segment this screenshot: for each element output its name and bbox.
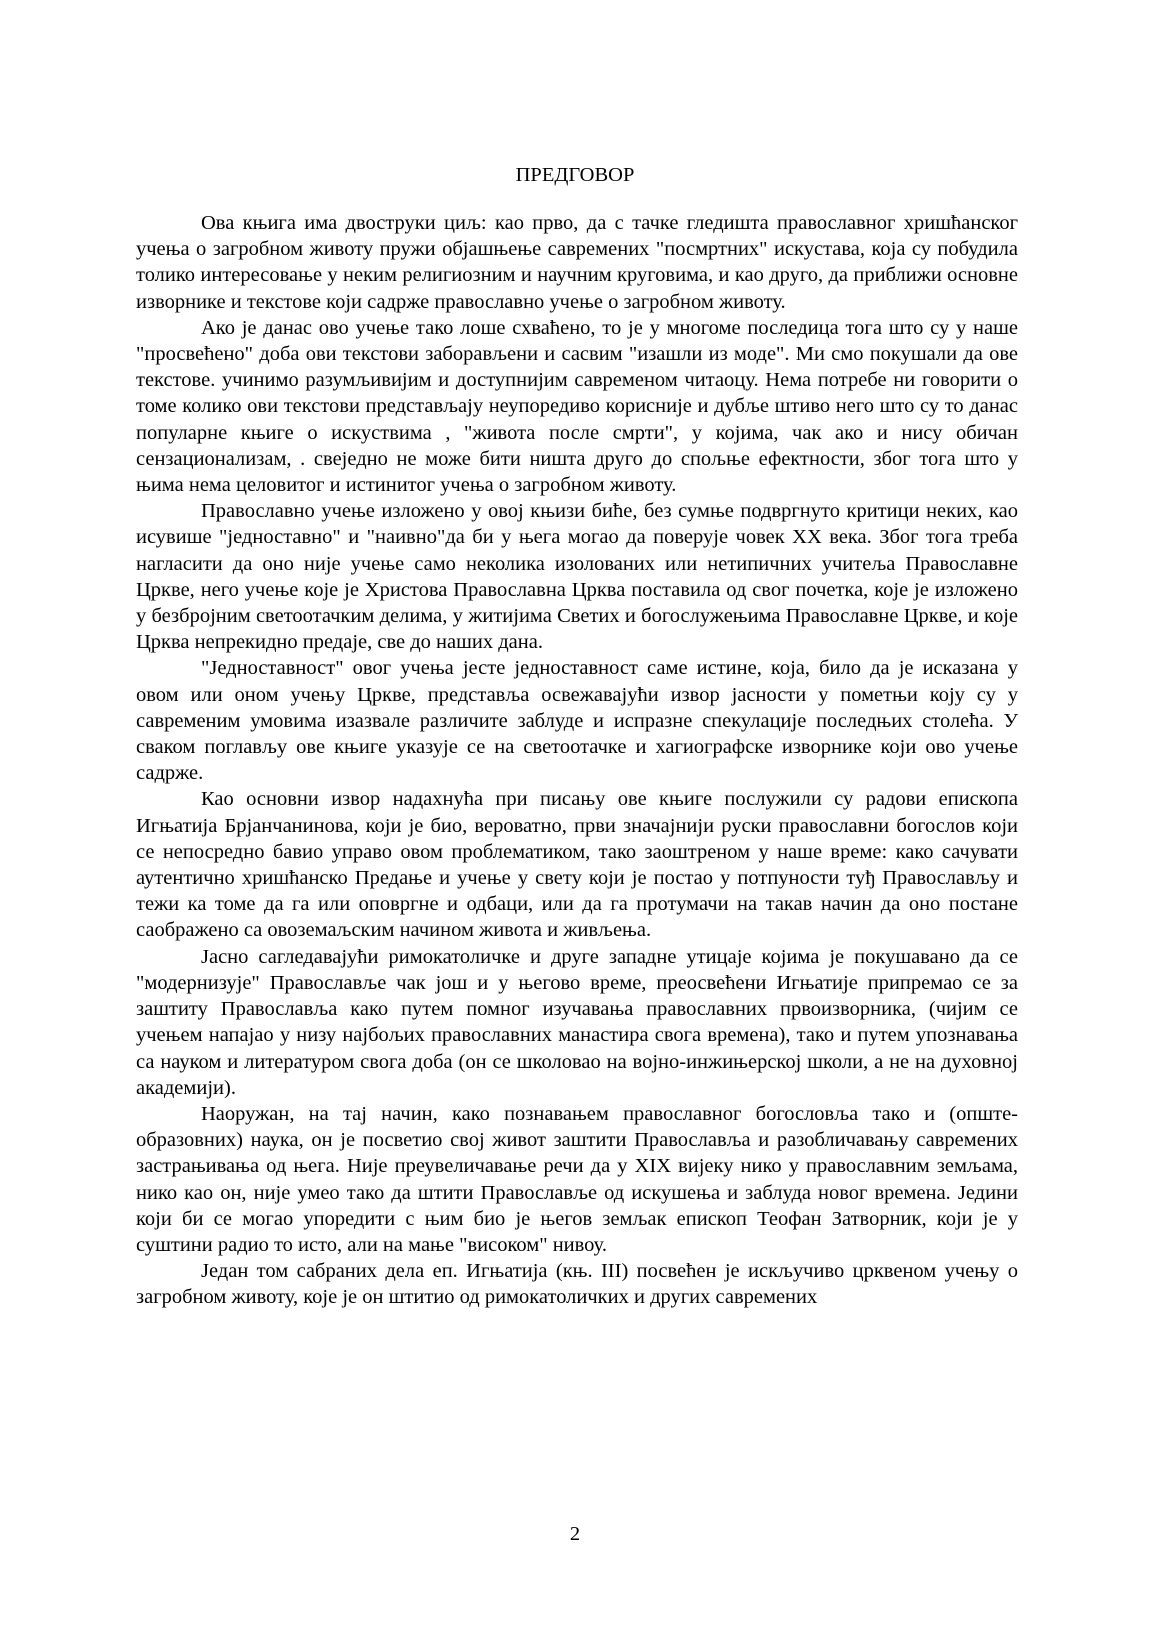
- paragraph-4: "Једноставност" овог учења јесте једноставност саме истине, која, било да је исказана у овом или оном учењу Цркве, представља освежавајући извор јасности у пометњи коју су у савременим умовима изазвале различите заблуде и испразне спекулације последњих столећа. У сваком поглављу ове књиге указује се на светоотачке и хагиографске изворнике који ово учење садрже.: [136, 657, 1018, 785]
- paragraph-7: Наоружан, на тај начин, како познавањем православног богословља тако и (опште-образовних) наука, он је посветио свој живот заштити Православља и разобличавању савремених застрањивања од њега. Није преувеличавање речи да у XIX вијеку нико у православним земљама, нико као он, није умео тако да штити Православље од искушења и заблуда новог времена. Једини који би се могао упоредити с њим био је његов земљак епископ Теофан Затворник, који је у суштини радио то исто, али на мање "високом" нивоу.: [136, 1102, 1018, 1256]
- body-text: [136, 210, 1018, 1311]
- paragraph-8: Један том сабраних дела еп. Игњатија (књ. III) посвећен је искључиво црквеном учењу о загробном животу, које је он штитио од римокатоличких и других савремених: [136, 1260, 1018, 1309]
- page-title: ПРЕДГОВОР: [515, 164, 635, 186]
- paragraph-3: Православно учење изложено у овој књизи биће, без сумње подвргнуто критици неких, као исувише "једноставно" и "наивно"да би у њега могао да поверује човек XX века. Због тога треба нагласити да оно није учење само неколика изолованих или нетипичних учитеља Православне Цркве, него учење које је Христова Православна Црква поставила од свог почетка, које је изложено у безбројним светоотачким делима, у житијима Светих и богослужењима Православне Цркве, и које Црква непрекидно предаје, све до наших дана.: [136, 500, 1018, 654]
- paragraph-5: Као основни извор надахнућа при писању ове књиге послужили су радови епископа Игњатија Брјанчанинова, који је био, вероватно, први значајнији руски православни богослов који се непосредно бавио управо овом проблематиком, тако заоштреном у наше време: како сачувати аутентично хришћанско Предање и учење у свету који је постао у потпуности туђ Православљу и тежи ка томе да га или оповргне и одбаци, или да га протумачи на такав начин да оно постане саображено са овоземаљским начином живота и живљења.: [136, 788, 1018, 942]
- page-number: 2: [569, 1523, 581, 1545]
- paragraph-2: Ако је данас ово учење тако лоше схваћено, то је у многоме последица тога што су у наше "просвећено" доба ови текстови заборављени и сасвим "изашли из моде". Ми смо покушали да ове текстове. учинимо разумљивијим и доступнијим савременом читаоцу. Нема потребе ни говорити о томе колико ови текстови представљају неупоредиво корисније и дубље штиво него што су то данас популарне књиге о искуствима , "живота после смрти", у којима, чак ако и нису обичан сензационализам, . свеједно не може бити ништа друго до спољње ефектности, због тога што у њима нема целовитог и истинитог учења о загробном животу.: [136, 316, 1018, 497]
- paragraph-1: Ова књига има двоструки циљ: као прво, да с тачке гледишта православног хришћанског учења о загробном животу пружи објашњење савремених "посмртних" искустава, која су побудила толико интересовање у неким религиозним и научним круговима, и као друго, да приближи основне изворнике и текстове који садрже православно учење о загробном животу.: [136, 212, 1018, 313]
- paragraph-6: Јасно сагледавајући римокатоличке и друге западне утицаје којима је покушавано да се "модернизује" Православље чак још и у његово време, преосвећени Игњатије припремао се за заштиту Православља како путем помног изучавања православних првоизворника, (чијим се учењем напајао у низу најбољих православних манастира свога времена), тако и путем упознавања са науком и литературом свога доба (он се школовао на војно-инжињерској школи, а не на духовној академији).: [136, 945, 1018, 1099]
